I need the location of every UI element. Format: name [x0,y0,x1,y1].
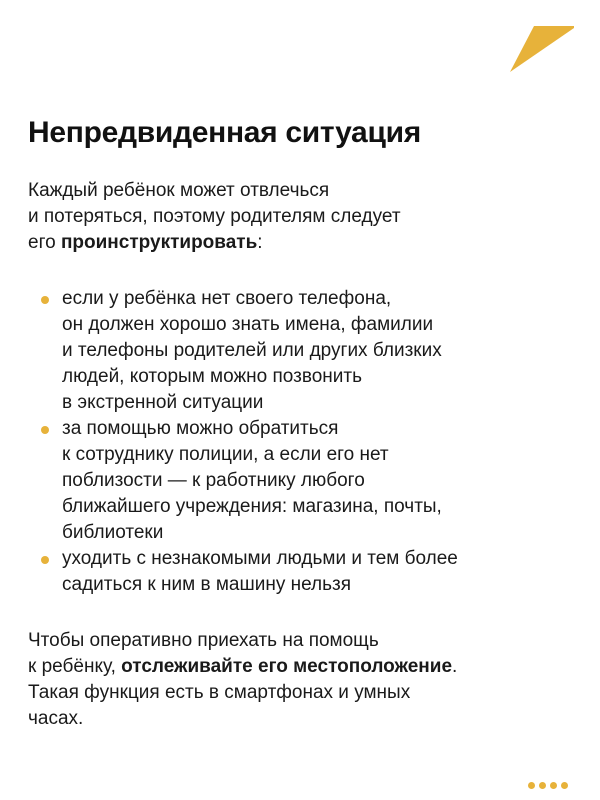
intro-line-3 [28,230,568,256]
outro-line-3: Такая функция есть в смартфонах и умных [28,682,411,703]
list-item-line: ближайшего учреждения: магазина, почты, [62,496,442,517]
outro-line-2-prefix: к ребёнку, [28,656,122,677]
intro-line-2: и потеряться, поэтому родителям следует [28,206,401,227]
list-item-line: в экстренной ситуации [62,392,264,413]
outro-line-2-suffix: . [452,656,458,677]
page-dot [561,782,568,789]
list-item-line: за помощью можно обратиться [62,418,339,439]
outro-line-2 [28,654,588,680]
list-item [28,416,588,546]
outro-paragraph [28,628,588,732]
bullet-dot-icon [41,426,49,434]
yellow-parallelogram-icon [510,26,574,72]
bullet-dot-icon [41,556,49,564]
list-item-line: библиотеки [62,522,164,543]
page-dot [550,782,557,789]
intro-emphasis: проинструктировать [60,232,258,253]
intro-paragraph [28,178,568,256]
list-item-line: он должен хорошо знать имена, фамилии [62,314,434,335]
list-item-line: уходить с незнакомыми людьми и тем более [62,548,458,569]
list-item [28,546,588,598]
list-item-line: к сотруднику полиции, а если его нет [62,444,389,465]
outro-line-1: Чтобы оперативно приехать на помощь [28,630,379,651]
bullet-dot-icon [41,296,49,304]
page-dot [539,782,546,789]
page-dot [528,782,535,789]
outro-line-4: часах. [28,708,84,729]
intro-line-1: Каждый ребёнок может отвлечься [28,180,330,201]
pagination-dots-icon [528,782,568,789]
page-title: Непредвиденная ситуация [28,116,421,149]
list-item [28,286,588,416]
intro-line-3-suffix: : [257,232,263,253]
instruction-list [28,286,588,598]
outro-emphasis: отслеживайте его местоположение [121,656,453,677]
list-item-line: если у ребёнка нет своего телефона, [62,288,392,309]
list-item-line: поблизости — к работнику любого [62,470,365,491]
list-item-line: людей, которым можно позвонить [62,366,363,387]
list-item-line: и телефоны родителей или других близких [62,340,442,361]
intro-line-3-prefix: его [28,232,61,253]
list-item-line: садиться к ним в машину нельзя [62,574,352,595]
